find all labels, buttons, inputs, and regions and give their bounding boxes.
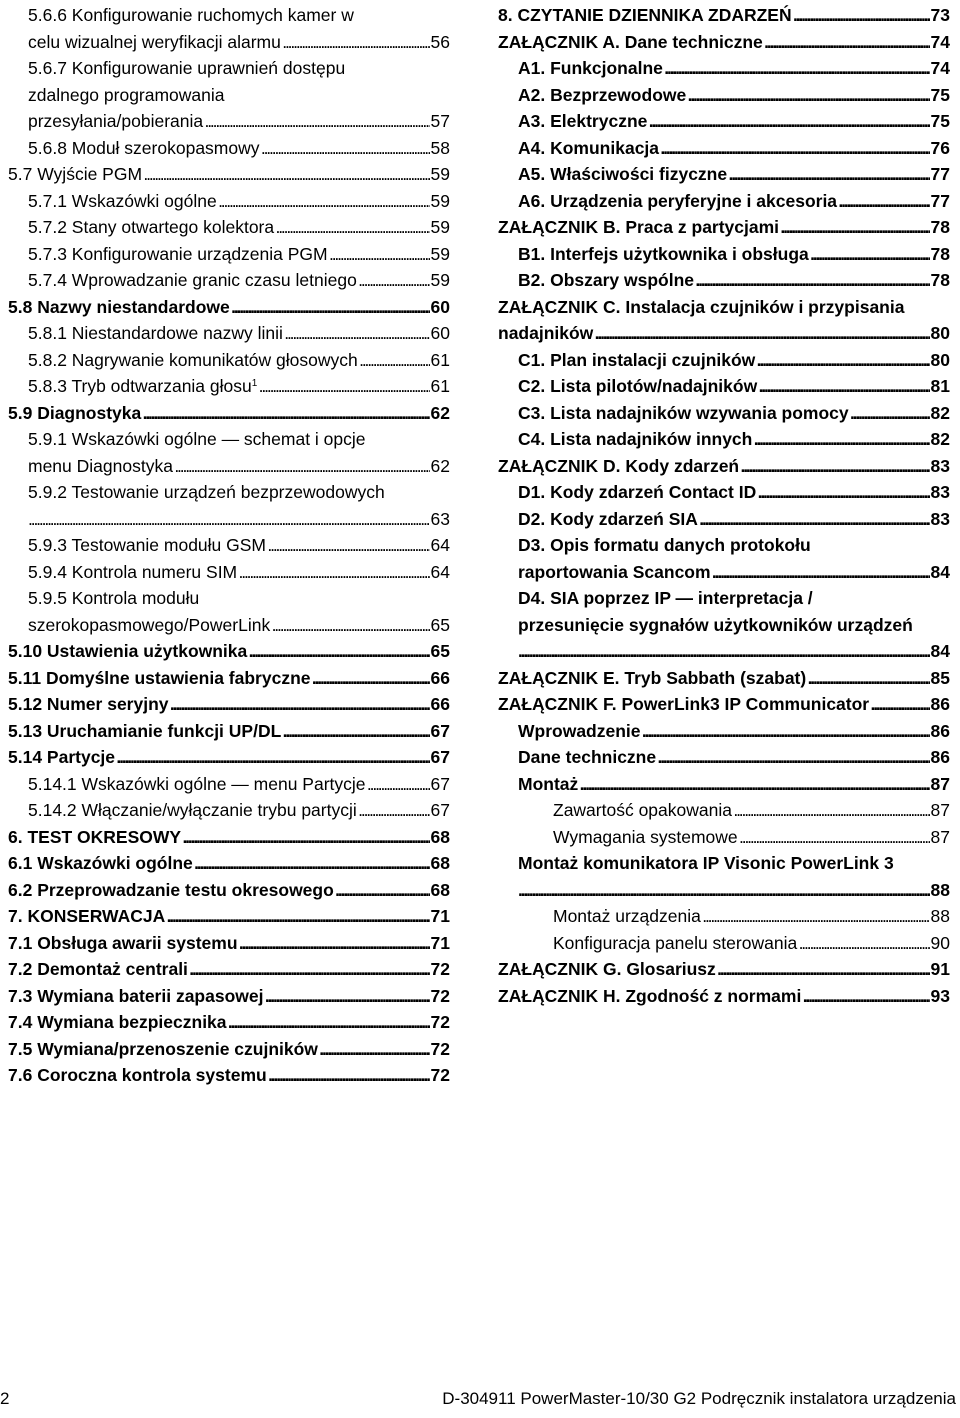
toc-page-number: 59 [430,214,450,241]
toc-entry-title: 5.7.2 Stany otwartego kolektora . . . [28,214,450,241]
toc-entry-title: 5.9.1 Wskazówki ogólne — schemat i opcje [28,429,366,449]
toc-page-number: 71 [430,930,450,957]
toc-entry[interactable] [8,294,450,321]
toc-entry[interactable] [8,956,450,983]
toc-page-number: 66 [430,665,450,692]
toc-entry-title: A3. Elektryczne . . . [518,108,950,135]
toc-entry-title: ZAŁĄCZNIK D. Kody zdarzeń . . . [498,453,950,480]
toc-page-number: 73 [930,2,950,29]
page-number: 2 [0,1389,10,1408]
toc-entry[interactable] [498,850,950,903]
toc-page-number: 87 [930,824,950,851]
toc-entry-title: ZAŁĄCZNIK F. PowerLink3 IP Communicator . . . [498,691,950,718]
toc-page-number: 84 [930,559,950,586]
document-title: D-304911 PowerMaster-10/30 G2 Podręcznik instalatora urządzenia [442,1389,956,1408]
toc-page-number: 75 [930,108,950,135]
toc-entry[interactable] [8,797,450,824]
toc-entry[interactable] [8,930,450,957]
toc-entry-title: przesyłania/pobierania . . . [28,108,450,135]
toc-entry[interactable] [498,930,950,957]
toc-page-number: 86 [930,744,950,771]
toc-entry[interactable] [8,850,450,877]
toc-entry-title: D1. Kody zdarzeń Contact ID . . . [518,479,950,506]
toc-entry-title: ZAŁĄCZNIK H. Zgodność z normami . . . [498,983,950,1010]
toc-entry-title: C1. Plan instalacji czujników . . . [518,347,950,374]
toc-page-number: 82 [930,426,950,453]
toc-entry[interactable] [8,320,450,347]
toc-page-number: 77 [930,188,950,215]
toc-entry-title: 5.9 Diagnostyka . . . [8,400,450,427]
toc-entry[interactable] [498,188,950,215]
toc-entry[interactable] [498,214,950,241]
toc-entry-title: ZAŁĄCZNIK A. Dane techniczne . . . [498,29,950,56]
toc-page-number: 72 [430,1009,450,1036]
toc-page-number: 67 [430,797,450,824]
toc-entry[interactable] [498,426,950,453]
toc-entry-title: 5.11 Domyślne ustawienia fabryczne . . . [8,665,450,692]
toc-entry[interactable] [8,903,450,930]
toc-page-number: 64 [430,559,450,586]
toc-entry-title: ZAŁĄCZNIK C. Instalacja czujników i przypisania [498,296,905,317]
toc-entry[interactable] [498,267,950,294]
toc-page-number: 88 [930,877,950,904]
toc-entry-title: 7.3 Wymiana baterii zapasowej . . . [8,983,450,1010]
toc-page-number: 78 [930,241,950,268]
toc-entry[interactable] [8,744,450,771]
toc-entry[interactable] [8,55,450,135]
toc-page-number: 61 [430,347,450,374]
toc-entry[interactable] [498,532,950,585]
toc-entry[interactable] [498,29,950,56]
toc-entry-title: 7.1 Obsługa awarii systemu . . . [8,930,450,957]
toc-entry-title: 5.14.1 Wskazówki ogólne — menu Partycje . . . [28,771,450,798]
toc-entry[interactable] [8,638,450,665]
toc-entry[interactable] [498,347,950,374]
toc-entry-title: 7.4 Wymiana bezpiecznika . . . [8,1009,450,1036]
toc-entry[interactable] [8,1036,450,1063]
toc-entry-title: 6. TEST OKRESOWY . . . [8,824,450,851]
toc-page-number: 84 [930,638,950,665]
toc-page-number: 67 [430,771,450,798]
toc-entry-title: D3. Opis formatu danych protokołu [518,535,811,555]
footnote-marker: 1 [251,378,258,389]
toc-entry-title: 5.6.6 Konfigurowanie ruchomych kamer w [28,5,354,25]
toc-page-number: 67 [430,718,450,745]
toc-page-number: 59 [430,241,450,268]
toc-entry-title: D2. Kody zdarzeń SIA . . . [518,506,950,533]
toc-entry[interactable] [498,797,950,824]
toc-entry[interactable] [8,559,450,586]
toc-entry-title: Dane techniczne . . . [518,744,950,771]
toc-entry-title: 5.13 Uruchamianie funkcji UP/DL . . . [8,718,450,745]
toc-entry-title [518,638,950,665]
toc-entry-title: Montaż . . . [518,771,950,798]
toc-entry-title: ZAŁĄCZNIK G. Glosariusz . . . [498,956,950,983]
toc-entry[interactable] [498,479,950,506]
toc-entry[interactable] [8,665,450,692]
toc-page-number: 83 [930,506,950,533]
toc-entry-title: Konfiguracja panelu sterowania . . . [553,930,950,957]
toc-entry[interactable] [8,135,450,162]
toc-entry[interactable] [498,956,950,983]
toc-page-number: 58 [430,135,450,162]
toc-page-number: 65 [430,638,450,665]
toc-entry[interactable] [498,665,950,692]
toc-page-number: 72 [430,983,450,1010]
toc-page-number: 68 [430,877,450,904]
toc-entry-title: Wymagania systemowe . . . [553,824,950,851]
toc-page-number: 60 [430,294,450,321]
toc-entry[interactable] [498,453,950,480]
toc-page-number: 72 [430,1062,450,1089]
toc-entry[interactable] [498,506,950,533]
toc-entry[interactable] [8,691,450,718]
toc-entry-title: B2. Obszary wspólne . . . [518,267,950,294]
toc-entry[interactable] [498,824,950,851]
toc-entry-title: 6.2 Przeprowadzanie testu okresowego . . . [8,877,450,904]
toc-page-number: 82 [930,400,950,427]
toc-entry[interactable] [498,161,950,188]
toc-entry-title: C3. Lista nadajników wzywania pomocy . . . [518,400,950,427]
toc-entry-title: 5.7.1 Wskazówki ogólne . . . [28,188,450,215]
toc-entry[interactable] [8,373,450,400]
toc-entry-title: A6. Urządzenia peryferyjne i akcesoria . . . [518,188,950,215]
toc-page-number: 66 [430,691,450,718]
toc-page-number: 86 [930,718,950,745]
toc-entry[interactable] [498,135,950,162]
toc-entry-title: A1. Funkcjonalne . . . [518,55,950,82]
toc-entry-title: Montaż komunikatora IP Visonic PowerLink 3 [518,853,894,873]
toc-entry-title: ZAŁĄCZNIK E. Tryb Sabbath (szabat) . . . [498,665,950,692]
toc-entry-title: 5.8 Nazwy niestandardowe . . . [8,294,450,321]
toc-entry-title: 7.2 Demontaż centrali . . . [8,956,450,983]
toc-page-number: 86 [930,691,950,718]
toc-entry-title: raportowania Scancom . . . [518,559,950,586]
toc-entry-title: C2. Lista pilotów/nadajników . . . [518,373,950,400]
toc-entry-title: celu wizualnej weryfikacji alarmu . . . [28,29,450,56]
toc-entry-title: 5.6.7 Konfigurowanie uprawnień dostępu [28,58,346,78]
toc-entry[interactable] [8,1062,450,1089]
toc-entry-title: 6.1 Wskazówki ogólne . . . [8,850,450,877]
toc-entry[interactable] [8,161,450,188]
toc-page-number: 87 [930,771,950,798]
toc-entry-title: 5.8.1 Niestandardowe nazwy linii . . . [28,320,450,347]
toc-entry-title: A2. Bezprzewodowe . . . [518,82,950,109]
toc-entry-title: 7. KONSERWACJA . . . [8,903,450,930]
toc-entry-title: menu Diagnostyka . . . [28,453,450,480]
toc-entry-title [518,877,950,904]
toc-entry-title: 5.8.3 Tryb odtwarzania głosu$^1$ . . . [28,373,450,400]
toc-entry[interactable] [498,983,950,1010]
toc-page-number: 83 [930,453,950,480]
toc-page-number: 68 [430,850,450,877]
toc-page-number: 65 [430,612,450,639]
toc-entry[interactable] [8,718,450,745]
toc-page-number: 71 [430,903,450,930]
toc-entry-title: B1. Interfejs użytkownika i obsługa . . . [518,241,950,268]
toc-entry-title: 5.9.4 Kontrola numeru SIM . . . [28,559,450,586]
toc-page-number: 74 [930,29,950,56]
toc-page-number: 75 [930,82,950,109]
toc-entry-title: 5.8.2 Nagrywanie komunikatów głosowych . . . [28,347,450,374]
toc-entry[interactable] [8,188,450,215]
toc-entry[interactable] [8,267,450,294]
toc-entry[interactable] [498,241,950,268]
toc-page-number: 78 [930,214,950,241]
toc-entry-title: 7.6 Coroczna kontrola systemu . . . [8,1062,450,1089]
toc-page-number: 61 [430,373,450,400]
toc-entry-title: ZAŁĄCZNIK B. Praca z partycjami . . . [498,214,950,241]
toc-entry[interactable] [498,294,950,347]
toc-page-number: 67 [430,744,450,771]
toc-entry[interactable] [8,532,450,559]
toc-entry-title: 7.5 Wymiana/przenoszenie czujników . . . [8,1036,450,1063]
toc-entry-title: 5.6.8 Moduł szerokopasmowy . . . [28,135,450,162]
toc-entry[interactable] [8,479,450,532]
toc-entry-title: 5.12 Numer seryjny . . . [8,691,450,718]
toc-page-number: 72 [430,1036,450,1063]
toc-page-number: 83 [930,479,950,506]
toc-entry-title: A4. Komunikacja . . . [518,135,950,162]
toc-entry-title: 5.7 Wyjście PGM . . . [8,161,450,188]
toc-entry-title: zdalnego programowania [28,84,225,105]
toc-page-number: 88 [930,903,950,930]
toc-page-number: 80 [930,320,950,347]
toc-entry[interactable] [498,691,950,718]
toc-entry[interactable] [8,426,450,479]
toc-entry-title: 5.9.2 Testowanie urządzeń bezprzewodowych [28,482,385,502]
toc-entry[interactable] [498,718,950,745]
toc-entry-title: 5.14.2 Włączanie/wyłączanie trybu partycji . . . [28,797,450,824]
toc-entry[interactable] [498,82,950,109]
toc-entry[interactable] [8,2,450,55]
toc-page-number: 60 [430,320,450,347]
toc-entry-title: Montaż urządzenia . . . [553,903,950,930]
toc-page-number: 85 [930,665,950,692]
toc-page-number: 77 [930,161,950,188]
toc-page-number: 93 [930,983,950,1010]
toc-page-number: 56 [430,29,450,56]
toc-page-number: 90 [930,930,950,957]
toc-entry[interactable] [498,55,950,82]
toc-page-number: 62 [430,400,450,427]
toc-page-number: 59 [430,267,450,294]
toc-page-number: 68 [430,824,450,851]
toc-page-number: 62 [430,453,450,480]
toc-entry[interactable] [8,585,450,638]
toc-entry-title: 5.9.3 Testowanie modułu GSM . . . [28,532,450,559]
toc-page-number: 59 [430,161,450,188]
toc-entry[interactable] [498,400,950,427]
toc-page-number: 59 [430,188,450,215]
toc-entry[interactable] [8,241,450,268]
toc-entry-title: Wprowadzenie . . . [518,718,950,745]
toc-entry-title: 5.9.5 Kontrola modułu [28,588,200,608]
toc-entry[interactable] [8,400,450,427]
toc-entry[interactable] [498,108,950,135]
toc-entry[interactable] [498,903,950,930]
toc-entry-title [28,506,450,533]
toc-entry[interactable] [8,214,450,241]
toc-page-number: 81 [930,373,950,400]
toc-entry-title: 5.7.3 Konfigurowanie urządzenia PGM . . . [28,241,450,268]
toc-entry[interactable] [8,1009,450,1036]
toc-left-column [8,2,450,1089]
toc-entry[interactable] [498,771,950,798]
toc-page-number: 64 [430,532,450,559]
toc-page-number: 87 [930,797,950,824]
toc-entry-title: 5.14 Partycje . . . [8,744,450,771]
toc-entry-title: nadajników . . . [498,320,950,347]
toc-entry[interactable] [498,373,950,400]
toc-page-number: 80 [930,347,950,374]
toc-entry-title: przesunięcie sygnałów użytkowników urządzeń [518,614,913,635]
toc-entry[interactable] [8,824,450,851]
toc-entry-title: 8. CZYTANIE DZIENNIKA ZDARZEŃ . . . [498,2,950,29]
toc-page-number: 91 [930,956,950,983]
toc-entry-title: szerokopasmowego/PowerLink . . . [28,612,450,639]
toc-entry-title: 5.10 Ustawienia użytkownika . . . [8,638,450,665]
toc-page-number: 63 [430,506,450,533]
toc-entry[interactable] [8,771,450,798]
toc-entry[interactable] [8,877,450,904]
toc-page-number: 78 [930,267,950,294]
toc-entry[interactable] [8,347,450,374]
toc-entry[interactable] [498,585,950,665]
page-footer [0,1389,960,1415]
toc-entry-title: C4. Lista nadajników innych . . . [518,426,950,453]
toc-entry[interactable] [498,2,950,29]
toc-entry-title: Zawartość opakowania . . . [553,797,950,824]
toc-right-column [498,2,950,1009]
toc-entry-title: D4. SIA poprzez IP — interpretacja / [518,588,813,608]
toc-page-number: 72 [430,956,450,983]
toc-entry-title: A5. Właściwości fizyczne . . . [518,161,950,188]
toc-entry[interactable] [498,744,950,771]
toc-page-number: 57 [430,108,450,135]
toc-page-number: 74 [930,55,950,82]
toc-entry[interactable] [8,983,450,1010]
toc-page-number: 76 [930,135,950,162]
toc-entry-title: 5.7.4 Wprowadzanie granic czasu letniego . . . [28,267,450,294]
